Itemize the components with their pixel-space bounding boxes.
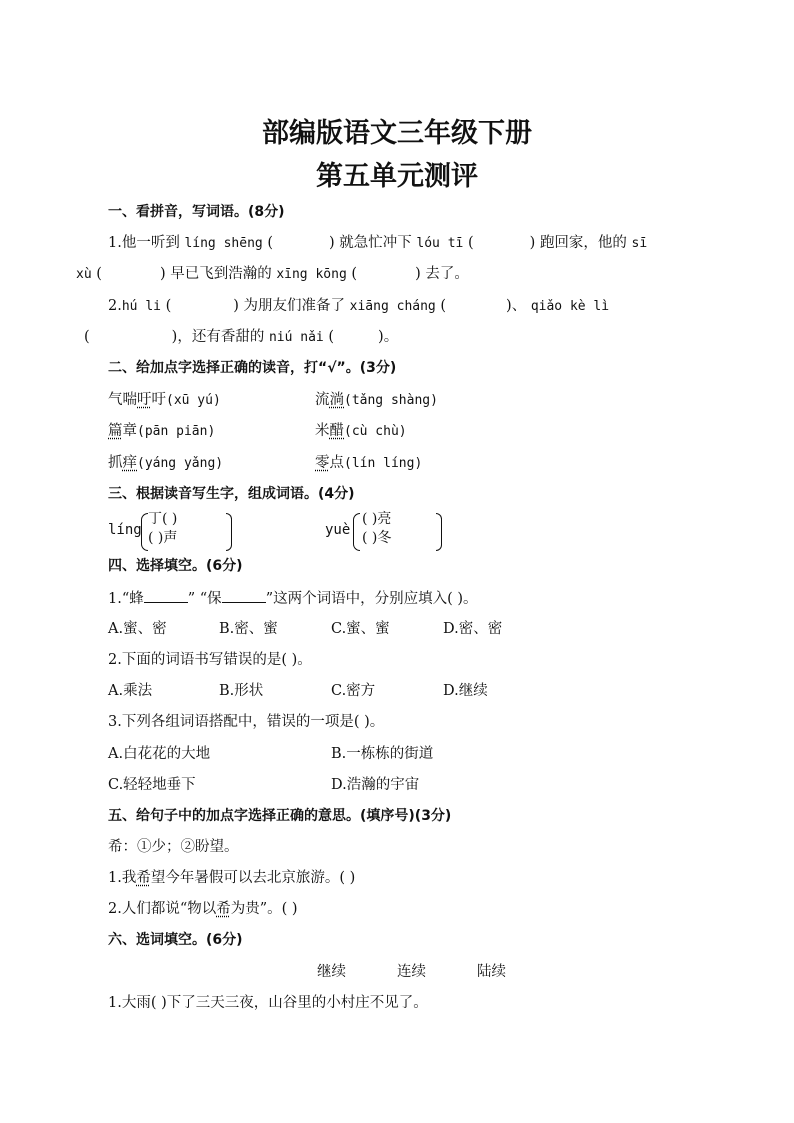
s2-item-3[interactable] — [108, 421, 215, 442]
s6-q1[interactable]: 1.大雨( )下了三天三夜，山谷里的小村庄不见了。 — [108, 995, 428, 1011]
s1-q1-pinyin-3: sī — [631, 236, 648, 251]
s2-item-2[interactable] — [315, 390, 438, 411]
s4-q3-option-b[interactable]: B.一栋栋的街道 — [331, 746, 434, 762]
s2-pinyin-options: (xū yú) — [166, 393, 221, 408]
s3-yue-bottom[interactable]: ( )冬 — [362, 530, 392, 546]
s1-q2-line1 — [108, 296, 609, 317]
s2-word: 篇章 — [108, 423, 137, 439]
s2-word: 气喘吁吁 — [108, 392, 166, 408]
s4-q1-option-a[interactable]: A.蜜、密 — [108, 621, 167, 637]
s4-q3: 3.下列各组词语搭配中，错误的一项是( )。 — [108, 714, 385, 730]
s3-pinyin-ling: líng — [108, 522, 142, 538]
s5-q2-dotted-char: 希 — [216, 901, 231, 917]
s2-pinyin-options: (cù chù) — [344, 424, 407, 439]
answer-blank[interactable]: ( ) — [165, 298, 239, 314]
s5-definition: 希：①少；②盼望。 — [108, 839, 239, 855]
section6-heading: 六、选词填空。(6分) — [108, 932, 243, 948]
s1-q2-text-d: ，还有香甜的 — [177, 329, 265, 345]
s1-q1-pinyin-1: líng shēng — [184, 236, 263, 251]
s1-q1-text-a: 1.他一听到 — [108, 235, 180, 251]
s4-q1-option-d[interactable]: D.密、密 — [443, 621, 503, 637]
s5-q2-text-b: 为贵”。( ) — [230, 901, 298, 917]
s2-word: 抓痒 — [108, 455, 137, 471]
answer-blank[interactable]: ( ) — [267, 235, 335, 251]
s2-pinyin-options: (lín líng) — [344, 456, 423, 471]
left-brace — [353, 513, 360, 551]
s4-q1-text-b: ” “保 — [187, 591, 222, 607]
s4-q3-option-a[interactable]: A.白花花的大地 — [108, 746, 211, 762]
section2-heading: 二、给加点字选择正确的读音，打“√”。(3分) — [108, 360, 397, 376]
s4-q2-option-a[interactable]: A.乘法 — [108, 683, 153, 699]
section4-heading: 四、选择填空。(6分) — [108, 558, 243, 574]
s4-q3-option-d[interactable]: D.浩瀚的宇宙 — [331, 777, 420, 793]
s2-item-5[interactable] — [108, 453, 223, 474]
s4-q2-option-c[interactable]: C.密方 — [331, 683, 376, 699]
s1-q1-text-c: 跑回家，他的 — [539, 235, 627, 251]
s4-q2-option-b[interactable]: B.形状 — [219, 683, 264, 699]
page-subtitle: 第五单元测评 — [316, 161, 478, 192]
s1-q2-pinyin-4: niú nǎi — [268, 330, 324, 345]
s1-q2-text-c: 、 — [511, 298, 527, 314]
s5-q1-text-a: 1.我 — [108, 870, 137, 886]
s1-q1-pinyin-2: lóu tī — [416, 236, 464, 251]
s3-ling-top[interactable]: 丁( ) — [148, 511, 178, 527]
s4-q2-option-d[interactable]: D.继续 — [443, 683, 488, 699]
s3-yue-top[interactable]: ( )亮 — [362, 511, 392, 527]
s1-q1-pinyin-3b: xù — [76, 267, 92, 282]
s1-q2-text-e: 。 — [383, 329, 399, 345]
left-brace — [141, 513, 148, 551]
s2-word: 米醋 — [315, 423, 344, 439]
s2-word: 零点 — [315, 455, 344, 471]
right-brace — [226, 513, 232, 551]
answer-blank[interactable]: ( ) — [467, 235, 536, 251]
s2-pinyin-options: (pān piān) — [137, 424, 216, 439]
answer-blank[interactable]: ( ) — [351, 266, 421, 282]
section1-heading: 一、看拼音，写词语。(8分) — [108, 204, 285, 220]
s5-q2-text-a: 2.人们都说“物以 — [108, 901, 217, 917]
s1-q1-pinyin-4: xīng kōng — [276, 267, 347, 282]
fill-blank-line[interactable] — [144, 588, 188, 603]
s1-q1-text-d: 早已飞到浩瀚的 — [170, 266, 272, 282]
s6-word-option: 继续 — [317, 964, 346, 980]
s5-q1-text-b: 望今年暑假可以去北京旅游。( ) — [150, 870, 356, 886]
s4-q2: 2.下面的词语书写错误的是( )。 — [108, 652, 312, 668]
s1-q2-text-a: 2. — [108, 298, 122, 314]
answer-blank[interactable]: ( ) — [440, 298, 512, 314]
s5-q1[interactable] — [108, 868, 355, 888]
s4-q1-option-c[interactable]: C.蜜、蜜 — [331, 621, 390, 637]
s1-q1-line1 — [108, 233, 647, 254]
answer-blank[interactable]: ( ) — [84, 329, 178, 345]
s3-ling-bottom[interactable]: ( )声 — [148, 530, 178, 546]
s4-q1-text-c: ”这两个词语中，分别应填入( )。 — [265, 591, 478, 607]
answer-blank[interactable]: ( ) — [328, 329, 384, 345]
s2-pinyin-options: (tǎng shàng) — [344, 393, 438, 408]
s1-q2-pinyin-3: qiǎo kè lì — [530, 299, 610, 314]
s1-q2-pinyin-2: xiāng cháng — [349, 299, 436, 314]
s2-item-4[interactable] — [315, 421, 407, 442]
s1-q1-line2 — [76, 264, 469, 285]
s4-q3-option-c[interactable]: C.轻轻地垂下 — [108, 777, 196, 793]
fill-blank-line[interactable] — [222, 588, 266, 603]
s6-word-option: 连续 — [397, 964, 426, 980]
answer-blank[interactable]: ( ) — [96, 266, 166, 282]
s4-q1-text-a: 1.“蜂 — [108, 591, 144, 607]
s4-q1-option-b[interactable]: B.密、蜜 — [219, 621, 278, 637]
s5-q2[interactable] — [108, 899, 298, 919]
right-brace — [436, 513, 442, 551]
s1-q2-line2 — [84, 327, 398, 348]
section3-heading: 三、根据读音写生字，组成词语。(4分) — [108, 486, 355, 502]
s2-item-1[interactable] — [108, 390, 221, 411]
s5-q1-dotted-char: 希 — [136, 870, 151, 886]
s2-item-6[interactable] — [315, 453, 422, 474]
s1-q2-text-b: 为朋友们准备了 — [243, 298, 346, 314]
s3-pinyin-yue: yuè — [325, 522, 351, 538]
s1-q1-text-b: 就急忙冲下 — [339, 235, 412, 251]
page-title: 部编版语文三年级下册 — [262, 118, 532, 149]
s2-word: 流淌 — [315, 392, 344, 408]
s2-pinyin-options: (yáng yǎng) — [137, 456, 224, 471]
s1-q2-pinyin-1: hú li — [121, 299, 161, 314]
s6-word-option: 陆续 — [477, 964, 506, 980]
section5-heading: 五、给句子中的加点字选择正确的意思。(填序号)(3分) — [108, 808, 452, 824]
s1-q1-text-e: 去了。 — [425, 266, 469, 282]
s4-q1 — [108, 588, 478, 609]
